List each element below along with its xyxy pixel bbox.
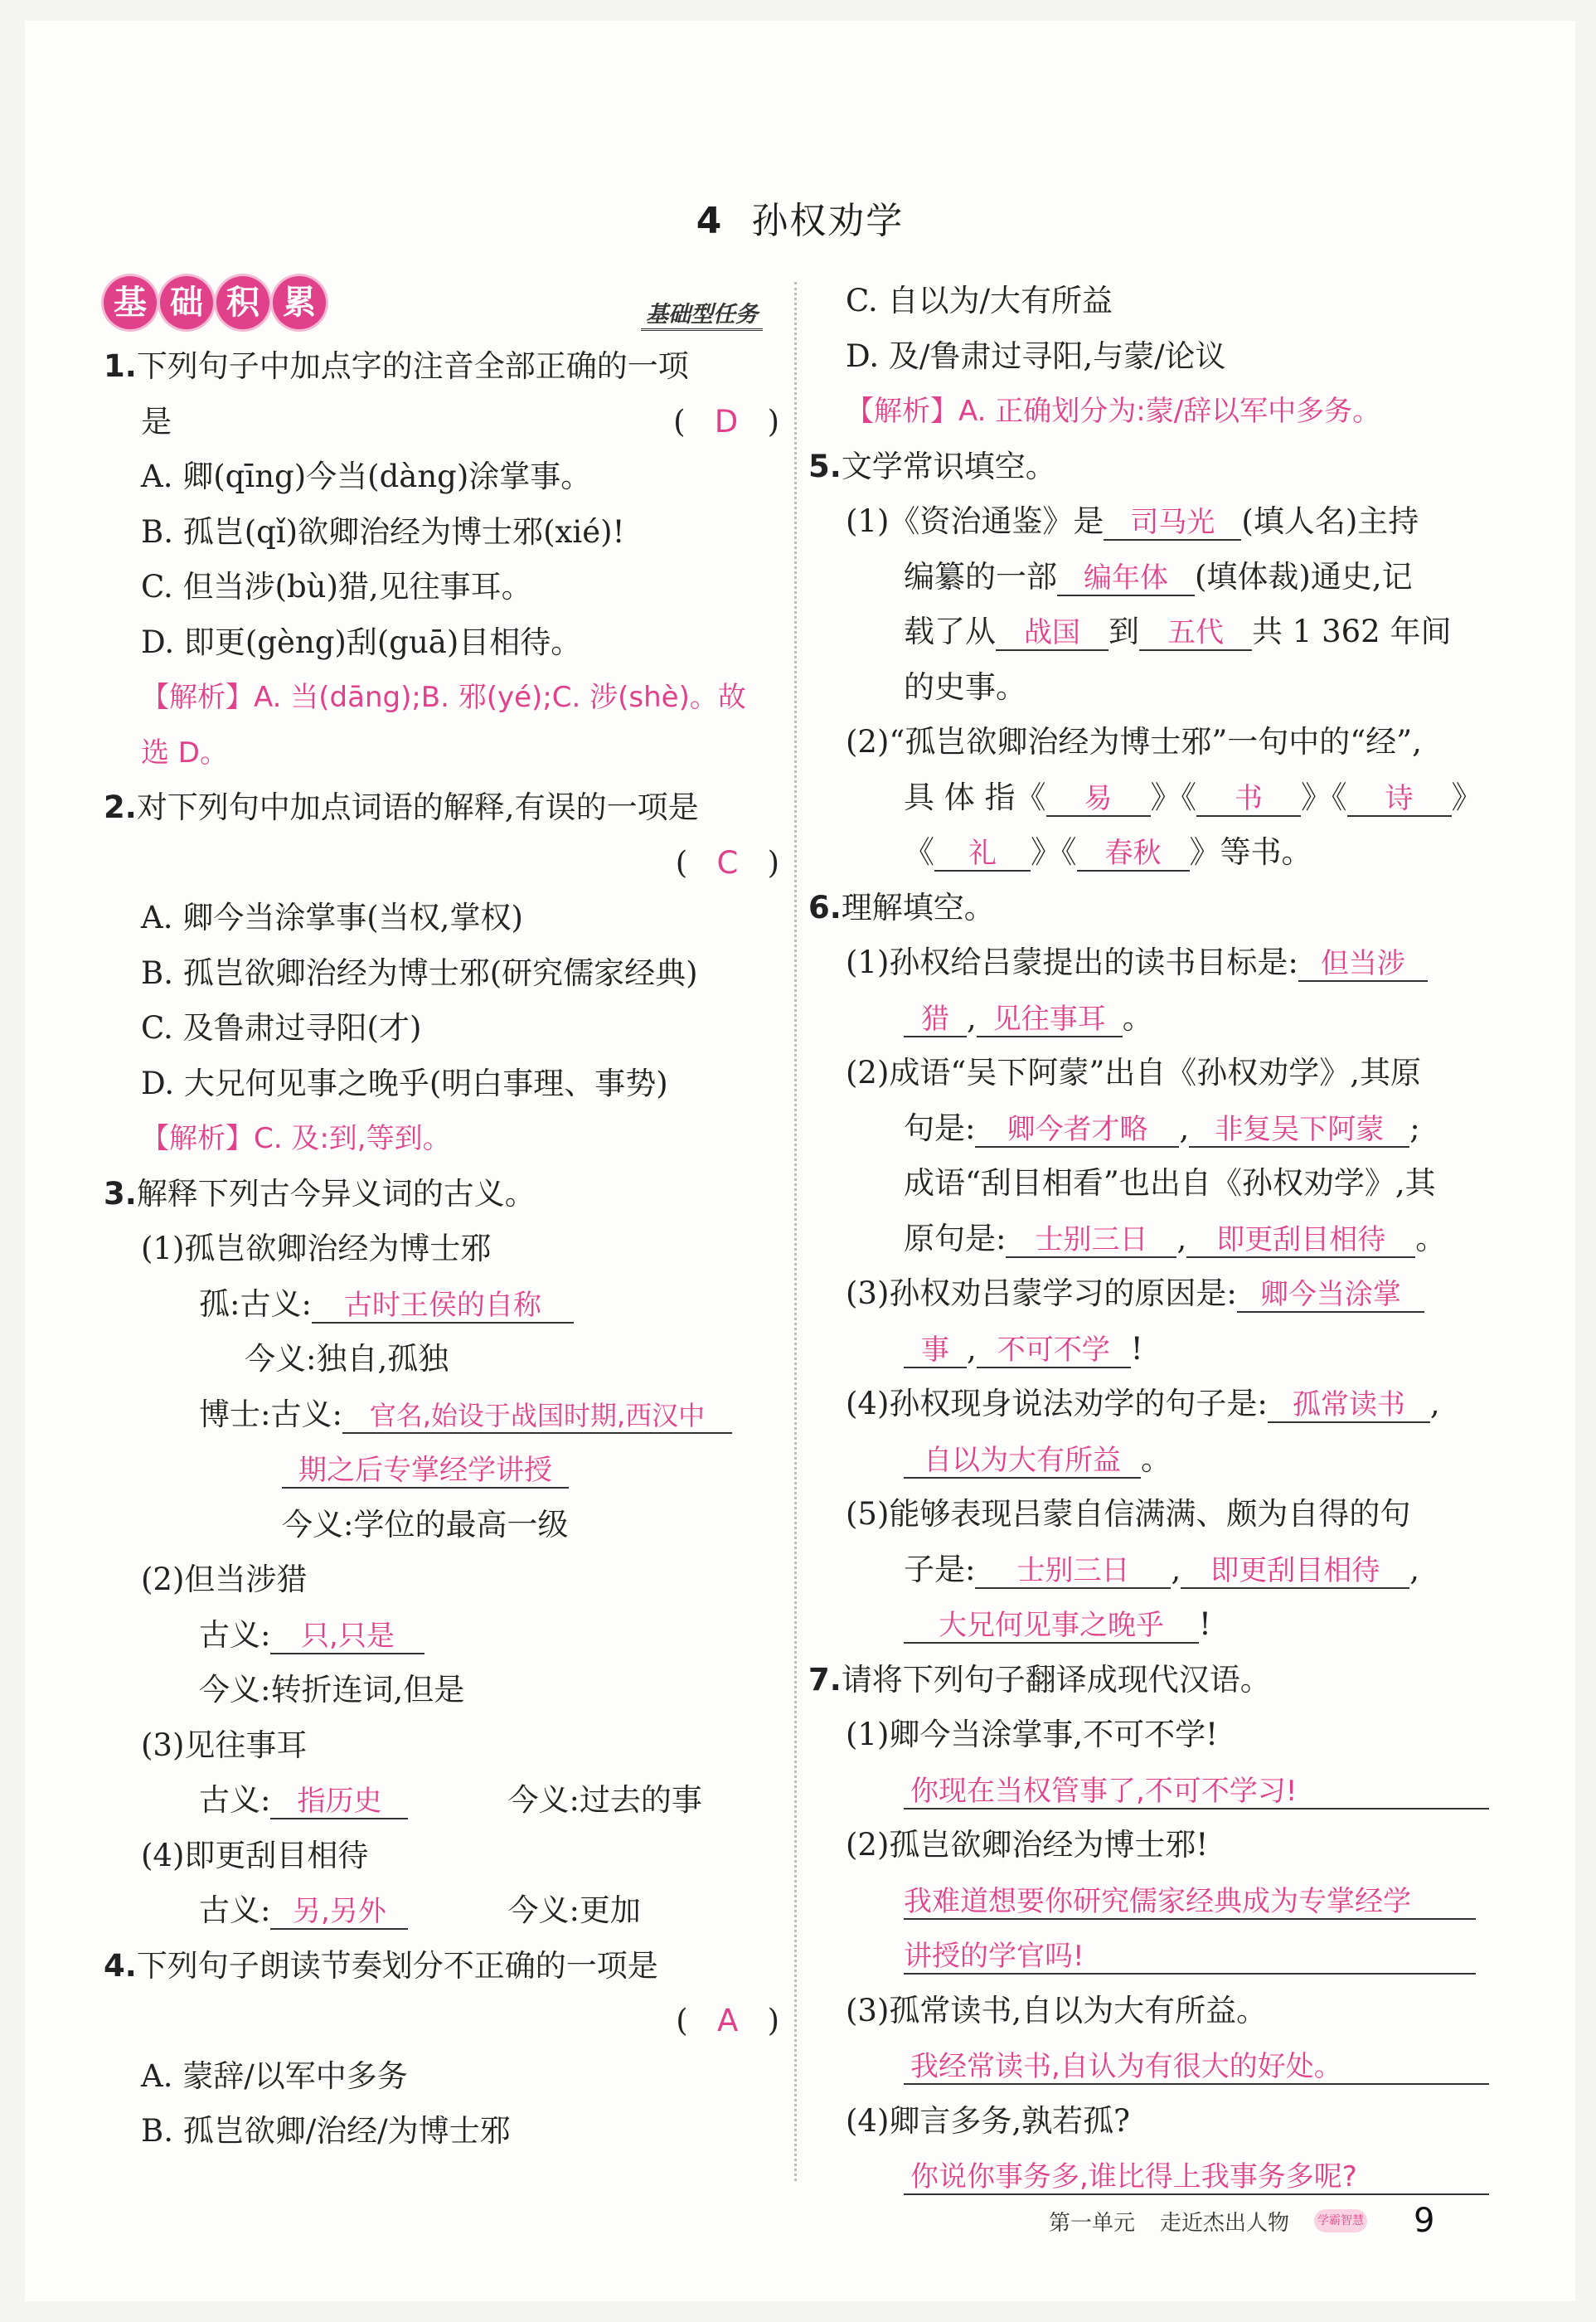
fill-answer: 司马光 <box>1104 506 1241 541</box>
q6-p5-line2: 子是: 士别三日 , 即更刮目相待 , <box>904 1551 1419 1587</box>
fill-answer: 书 <box>1196 782 1301 817</box>
text: 》等书。 <box>1189 834 1312 870</box>
text: 到 <box>1108 614 1139 649</box>
text: 句是: <box>904 1110 976 1146</box>
section-badge <box>104 276 326 329</box>
q6-p2-line1: (2)成语“吴下阿蒙”出自《孙权劝学》,其原 <box>846 1055 1422 1091</box>
question-2 <box>104 780 779 836</box>
answer-row <box>104 1994 779 2049</box>
analysis-note: 【解析】A. 正确划分为:蒙/辞以军中多务。 <box>846 395 1381 428</box>
fill-answer: 非复吴下阿蒙 <box>1189 1113 1409 1148</box>
lesson-name: 孙权劝学 <box>751 200 905 242</box>
page-number: 9 <box>1414 2202 1435 2240</box>
analysis-note-cont: 选 D。 <box>141 736 228 770</box>
badge-char: 基 <box>104 276 157 329</box>
lesson-number: 4 <box>696 200 724 242</box>
q7-s3: (3)孤常读书,自以为大有所益。 <box>846 1992 1268 2028</box>
q6-p3-line2: 事 , 不可不学 ! <box>808 1322 1484 1377</box>
translation-answer-cont: 讲授的学官吗! <box>904 1940 1476 1975</box>
fill-answer: 猎 <box>904 1003 967 1037</box>
question-number: 4. <box>104 1947 137 1984</box>
text: 具 体 指《 <box>904 779 1046 815</box>
q5-p1-line1 <box>808 494 1484 550</box>
question-stem: 请将下列句子翻译成现代汉语。 <box>841 1661 1271 1698</box>
q7-a2-row-cont <box>808 1928 1484 1984</box>
fill-answer: 即更刮目相待 <box>1181 1554 1409 1589</box>
label: 古义: <box>199 1616 271 1653</box>
text: 编纂的一部 <box>904 558 1057 595</box>
answer-value: D <box>714 403 739 440</box>
question-5 <box>808 440 1484 495</box>
gu-ancient-row <box>104 1277 779 1333</box>
question-number: 7. <box>808 1661 842 1698</box>
question-number: 1. <box>104 348 137 384</box>
sub-item-2: (2)但当涉猎 <box>141 1562 308 1597</box>
option-a: A. 卿今当涂掌事(当权,掌权) <box>141 900 523 935</box>
brand-logo: 学霸智慧 <box>1314 2209 1367 2232</box>
fill-answer: 五代 <box>1139 616 1252 651</box>
left-column <box>104 270 779 2159</box>
modern-meaning: 今义:更加 <box>507 1892 641 1928</box>
fill-answer: 官名,始设于战国时期,西汉中 <box>342 1399 732 1434</box>
fill-answer-cont: 期之后专掌经学讲授 <box>282 1454 569 1489</box>
question-stem: 理解填空。 <box>841 889 995 925</box>
option-c: C. 但当涉(bù)猎,见往事耳。 <box>141 569 532 605</box>
fill-answer: 即更刮目相待 <box>1186 1223 1415 1258</box>
question-number: 6. <box>808 889 842 925</box>
badge-char: 础 <box>160 276 213 329</box>
text: (1)孙权给吕蒙提出的读书目标是: <box>846 945 1298 980</box>
question-stem: 下列句子中加点字的注音全部正确的一项 <box>136 348 689 384</box>
section-header <box>104 270 779 336</box>
s2-ancient-row <box>104 1608 779 1664</box>
boshi-ancient-row <box>104 1387 779 1443</box>
text: 原句是: <box>904 1220 1007 1256</box>
column-divider <box>794 282 797 2181</box>
fill-answer: 大兄何见事之晚乎 <box>904 1609 1199 1644</box>
question-1 <box>104 339 779 395</box>
sub-item-3: (3)见往事耳 <box>141 1727 308 1763</box>
unit-title: 走近杰出人物 <box>1160 2210 1290 2236</box>
question-7 <box>808 1653 1484 1708</box>
q5-p2-line2: 具 体 指《 易 》《 书 》《 诗 》 <box>904 779 1482 815</box>
option-b: B. 孤岂欲卿治经为博士邪(研究儒家经典) <box>141 955 698 991</box>
badge-char: 积 <box>216 276 269 329</box>
q7-s1: (1)卿今当涂掌事,不可不学! <box>846 1717 1219 1752</box>
label: 古义: <box>199 1892 271 1928</box>
page-footer <box>1049 2202 1434 2240</box>
gu-modern-row: 今义:独自,孤独 <box>245 1341 449 1377</box>
label: 博士:古义: <box>199 1396 342 1432</box>
translation-answer: 我经常读书,自认为有很大的好处。 <box>904 2050 1489 2085</box>
answer-paren: ( A ) <box>676 2003 779 2038</box>
text: 子是: <box>904 1551 976 1587</box>
text: (填人名)主持 <box>1241 503 1419 539</box>
q6-p3-line1 <box>808 1266 1484 1322</box>
option-b: B. 孤岂(qǐ)欲卿治经为博士邪(xié)! <box>141 513 625 550</box>
question-number: 5. <box>808 448 842 484</box>
q5-p1-line2 <box>808 550 1484 605</box>
question-3 <box>104 1167 779 1222</box>
badge-char: 累 <box>273 276 326 329</box>
label: 古义: <box>199 1782 271 1818</box>
fill-answer: 卿今者才略 <box>975 1113 1179 1148</box>
question-stem-cont <box>104 395 779 450</box>
task-type-label: 基础型任务 <box>641 296 763 331</box>
option-d: D. 即更(gèng)刮(guā)目相待。 <box>141 624 582 660</box>
right-column <box>808 274 1484 2204</box>
analysis-note: 【解析】C. 及:到,等到。 <box>141 1122 451 1155</box>
option-a: A. 卿(qīng)今当(dàng)涂掌事。 <box>141 459 592 494</box>
q5-p1-line4: 的史事。 <box>904 668 1026 705</box>
sub-item-1: (1)孤岂欲卿治经为博士邪 <box>141 1231 492 1266</box>
label: 孤:古义: <box>199 1285 312 1322</box>
question-stem: 文学常识填空。 <box>841 448 1056 484</box>
question-6 <box>808 881 1484 936</box>
q7-s2: (2)孤岂欲卿治经为博士邪! <box>846 1827 1209 1863</box>
q5-p1-line3 <box>808 605 1484 660</box>
s2-modern-row: 今义:转折连词,但是 <box>199 1672 465 1707</box>
option-c: C. 自以为/大有所益 <box>846 283 1113 318</box>
s4-row <box>104 1883 779 1939</box>
answer-row <box>104 836 779 891</box>
q7-a3-row <box>808 2038 1484 2094</box>
fill-answer: 春秋 <box>1077 837 1190 872</box>
text: 载了从 <box>904 614 996 649</box>
question-stem: 解释下列古今异义词的古义。 <box>136 1175 536 1212</box>
question-number: 3. <box>104 1175 137 1212</box>
fill-answer: 卿今当涂掌 <box>1237 1278 1424 1313</box>
q6-p1-line1 <box>808 935 1484 991</box>
fill-answer: 指历史 <box>270 1785 408 1819</box>
q6-p4-line1: (4)孙权现身说法劝学的句子是: 孤常读书 , <box>846 1386 1440 1421</box>
fill-answer: 诗 <box>1347 782 1452 817</box>
answer-value: C <box>716 844 739 881</box>
fill-answer: 士别三日 <box>1006 1223 1176 1258</box>
q6-p2-line2: 句是: 卿今者才略 , 非复吴下阿蒙 ; <box>904 1110 1420 1146</box>
fill-answer: 另,另外 <box>270 1895 408 1930</box>
fill-answer: 只,只是 <box>270 1620 424 1654</box>
fill-answer: 战国 <box>996 616 1108 651</box>
q7-s4: (4)卿言多务,孰若孤? <box>846 2102 1131 2139</box>
q7-a1-row <box>808 1763 1484 1819</box>
text: (1)《资治通鉴》是 <box>846 503 1104 539</box>
option-d: D. 及/鲁肃过寻阳,与蒙/论议 <box>846 338 1226 374</box>
unit-label: 第一单元 <box>1049 2210 1136 2236</box>
q6-p2-line4: 原句是: 士别三日 , 即更刮目相待 。 <box>904 1220 1447 1256</box>
option-d: D. 大兄何见事之晚乎(明白事理、事势) <box>141 1065 668 1101</box>
fill-answer: 自以为大有所益 <box>904 1444 1141 1479</box>
fill-answer: 易 <box>1046 782 1151 817</box>
text: 共 1 362 年间 <box>1252 614 1452 649</box>
option-a: A. 蒙辞/以军中多务 <box>141 2057 408 2094</box>
q6-p1-line2: 猎 , 见往事耳 。 <box>808 991 1484 1047</box>
sub-item-4: (4)即更刮目相待 <box>141 1837 369 1873</box>
s3-row <box>104 1773 779 1829</box>
question-stem: 下列句子朗读节奏划分不正确的一项是 <box>136 1947 658 1984</box>
text: (填体裁)通史,记 <box>1195 558 1413 595</box>
fill-answer: 不可不学 <box>977 1333 1131 1368</box>
q6-p2-line3: 成语“刮目相看”也出自《孙权劝学》,其 <box>904 1165 1436 1201</box>
q5-p2-line1: (2)“孤岂欲卿治经为博士邪”一句中的“经”, <box>846 724 1422 760</box>
answer-value: A <box>716 2003 739 2038</box>
fill-answer: 古时王侯的自称 <box>312 1289 574 1324</box>
fill-answer: 编年体 <box>1057 561 1195 596</box>
answer-paren: ( C ) <box>675 844 779 881</box>
fill-answer: 士别三日 <box>975 1554 1171 1589</box>
q6-p5-line1: (5)能够表现吕蒙自信满满、颇为自得的句 <box>846 1496 1411 1532</box>
question-number: 2. <box>104 789 137 825</box>
q6-p5-line3: 大兄何见事之晚乎 ! <box>808 1597 1484 1653</box>
fill-answer: 但当涉 <box>1298 947 1428 982</box>
analysis-note: 【解析】A. 当(dāng);B. 邪(yé);C. 涉(shè)。故 <box>141 681 746 714</box>
option-c: C. 及鲁肃过寻阳(才) <box>141 1010 422 1046</box>
lesson-title <box>25 191 1575 244</box>
fill-answer: 礼 <box>934 837 1031 872</box>
boshi-ancient-row-cont <box>104 1442 779 1498</box>
stem-text: 是 <box>141 403 172 440</box>
text: (4)孙权现身说法劝学的句子是: <box>846 1386 1268 1421</box>
boshi-modern-row: 今义:学位的最高一级 <box>282 1506 569 1542</box>
translation-answer: 我难道想要你研究儒家经典成为专掌经学 <box>904 1885 1476 1920</box>
fill-answer: 见往事耳 <box>977 1003 1123 1037</box>
modern-meaning: 今义:过去的事 <box>507 1782 702 1818</box>
option-b: B. 孤岂欲卿/治经/为博士邪 <box>141 2113 511 2149</box>
q7-a4-row <box>808 2149 1484 2204</box>
question-4 <box>104 1939 779 1994</box>
answer-paren: ( D ) <box>673 403 779 440</box>
translation-answer: 你现在当权管事了,不可不学习! <box>904 1775 1489 1810</box>
fill-answer: 孤常读书 <box>1268 1388 1430 1423</box>
q6-p4-line2: 自以为大有所益 。 <box>808 1432 1484 1488</box>
q5-p2-line3: 《 礼 》《 春秋 》等书。 <box>904 834 1312 870</box>
q7-a2-row <box>808 1873 1484 1929</box>
translation-answer: 你说你事务多,谁比得上我事务多呢? <box>904 2160 1489 2195</box>
question-stem: 对下列句中加点词语的解释,有误的一项是 <box>136 789 699 825</box>
text: (3)孙权劝吕蒙学习的原因是: <box>846 1275 1237 1311</box>
fill-answer: 事 <box>904 1333 967 1368</box>
